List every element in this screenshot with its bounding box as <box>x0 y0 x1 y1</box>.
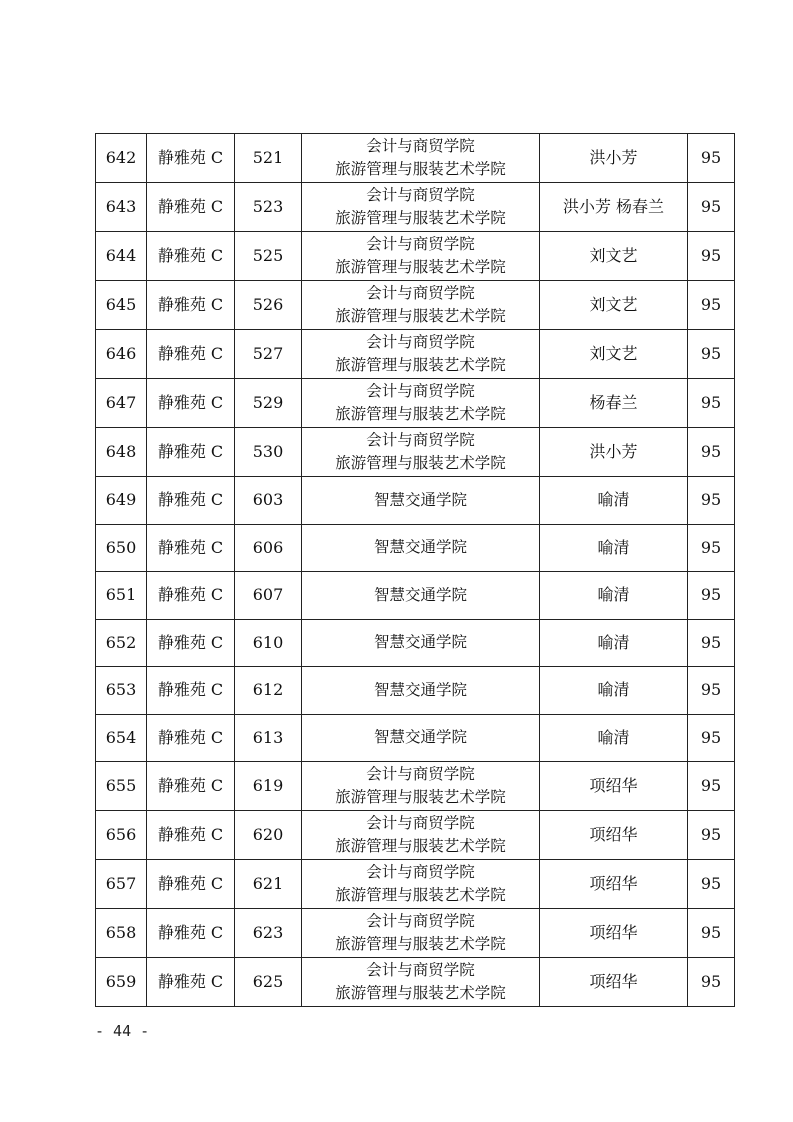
college-name: 旅游管理与服装艺术学院 <box>335 405 506 423</box>
table-row <box>96 762 735 811</box>
score-cell: 95 <box>688 330 735 379</box>
college-name: 旅游管理与服装艺术学院 <box>335 454 506 472</box>
row-number-cell: 655 <box>96 762 147 811</box>
room-number-cell: 623 <box>235 909 302 958</box>
college-cell <box>302 572 540 620</box>
college-cell <box>302 379 540 428</box>
building-cell: 静雅苑 C <box>147 183 235 232</box>
room-number-cell: 606 <box>235 524 302 572</box>
building-cell: 静雅苑 C <box>147 619 235 667</box>
college-cell <box>302 667 540 715</box>
building-cell: 静雅苑 C <box>147 379 235 428</box>
table-row <box>96 232 735 281</box>
college-name: 旅游管理与服装艺术学院 <box>335 935 506 953</box>
college-name: 旅游管理与服装艺术学院 <box>335 160 506 178</box>
dormitory-score-table <box>95 133 735 1007</box>
counselor-cell: 喻清 <box>540 477 688 525</box>
counselor-cell: 喻清 <box>540 524 688 572</box>
table-row <box>96 183 735 232</box>
college-name: 会计与商贸学院 <box>366 431 475 449</box>
college-name: 旅游管理与服装艺术学院 <box>335 984 506 1002</box>
table-row <box>96 619 735 667</box>
row-number-cell: 647 <box>96 379 147 428</box>
score-cell: 95 <box>688 183 735 232</box>
table-row <box>96 667 735 715</box>
score-cell: 95 <box>688 379 735 428</box>
building-cell: 静雅苑 C <box>147 330 235 379</box>
row-number-cell: 652 <box>96 619 147 667</box>
college-cell <box>302 281 540 330</box>
row-number-cell: 643 <box>96 183 147 232</box>
building-cell: 静雅苑 C <box>147 762 235 811</box>
table-row <box>96 134 735 183</box>
college-name: 会计与商贸学院 <box>366 863 475 881</box>
row-number-cell: 646 <box>96 330 147 379</box>
score-cell: 95 <box>688 860 735 909</box>
college-name: 智慧交通学院 <box>373 680 467 699</box>
college-cell <box>302 909 540 958</box>
score-cell: 95 <box>688 811 735 860</box>
college-name: 旅游管理与服装艺术学院 <box>335 258 506 276</box>
building-cell: 静雅苑 C <box>147 909 235 958</box>
table-row <box>96 524 735 572</box>
college-name: 会计与商贸学院 <box>366 912 475 930</box>
room-number-cell: 530 <box>235 428 302 477</box>
counselor-cell: 项绍华 <box>540 811 688 860</box>
college-name: 旅游管理与服装艺术学院 <box>335 209 506 227</box>
row-number-cell: 648 <box>96 428 147 477</box>
room-number-cell: 527 <box>235 330 302 379</box>
room-number-cell: 620 <box>235 811 302 860</box>
building-cell: 静雅苑 C <box>147 572 235 620</box>
room-number-cell: 612 <box>235 667 302 715</box>
college-name: 旅游管理与服装艺术学院 <box>335 837 506 855</box>
score-cell: 95 <box>688 714 735 762</box>
table-row <box>96 379 735 428</box>
college-name: 旅游管理与服装艺术学院 <box>335 307 506 325</box>
college-name: 会计与商贸学院 <box>366 186 475 204</box>
counselor-cell: 喻清 <box>540 667 688 715</box>
college-cell <box>302 714 540 762</box>
score-cell: 95 <box>688 667 735 715</box>
college-name: 会计与商贸学院 <box>366 284 475 302</box>
score-cell: 95 <box>688 477 735 525</box>
room-number-cell: 610 <box>235 619 302 667</box>
table-row <box>96 281 735 330</box>
college-cell <box>302 477 540 525</box>
row-number-cell: 658 <box>96 909 147 958</box>
college-name: 会计与商贸学院 <box>366 235 475 253</box>
room-number-cell: 619 <box>235 762 302 811</box>
score-cell: 95 <box>688 524 735 572</box>
score-cell: 95 <box>688 762 735 811</box>
table-row <box>96 714 735 762</box>
college-cell <box>302 183 540 232</box>
college-cell <box>302 428 540 477</box>
building-cell: 静雅苑 C <box>147 958 235 1007</box>
college-name: 旅游管理与服装艺术学院 <box>335 788 506 806</box>
counselor-cell: 杨春兰 <box>540 379 688 428</box>
row-number-cell: 642 <box>96 134 147 183</box>
college-cell <box>302 619 540 667</box>
page-number: - 44 - <box>95 1022 150 1040</box>
row-number-cell: 645 <box>96 281 147 330</box>
row-number-cell: 649 <box>96 477 147 525</box>
college-cell <box>302 762 540 811</box>
row-number-cell: 659 <box>96 958 147 1007</box>
score-cell: 95 <box>688 958 735 1007</box>
building-cell: 静雅苑 C <box>147 428 235 477</box>
room-number-cell: 603 <box>235 477 302 525</box>
table-row <box>96 477 735 525</box>
row-number-cell: 654 <box>96 714 147 762</box>
score-cell: 95 <box>688 134 735 183</box>
score-cell: 95 <box>688 572 735 620</box>
score-cell: 95 <box>688 232 735 281</box>
row-number-cell: 657 <box>96 860 147 909</box>
counselor-cell: 洪小芳 <box>540 134 688 183</box>
college-name: 会计与商贸学院 <box>366 765 475 783</box>
counselor-cell: 项绍华 <box>540 909 688 958</box>
room-number-cell: 529 <box>235 379 302 428</box>
table-row <box>96 572 735 620</box>
table-row <box>96 909 735 958</box>
college-cell <box>302 860 540 909</box>
row-number-cell: 653 <box>96 667 147 715</box>
college-name: 会计与商贸学院 <box>366 961 475 979</box>
college-name: 会计与商贸学院 <box>366 814 475 832</box>
building-cell: 静雅苑 C <box>147 477 235 525</box>
building-cell: 静雅苑 C <box>147 714 235 762</box>
room-number-cell: 621 <box>235 860 302 909</box>
college-name: 智慧交通学院 <box>373 490 467 509</box>
college-cell <box>302 811 540 860</box>
counselor-cell: 项绍华 <box>540 958 688 1007</box>
counselor-cell: 刘文艺 <box>540 281 688 330</box>
counselor-cell: 刘文艺 <box>540 330 688 379</box>
college-name: 智慧交通学院 <box>373 538 467 557</box>
table-row <box>96 428 735 477</box>
counselor-cell: 项绍华 <box>540 860 688 909</box>
college-name: 智慧交通学院 <box>373 585 467 604</box>
room-number-cell: 607 <box>235 572 302 620</box>
table-row <box>96 811 735 860</box>
college-name: 智慧交通学院 <box>373 728 467 747</box>
building-cell: 静雅苑 C <box>147 524 235 572</box>
building-cell: 静雅苑 C <box>147 860 235 909</box>
counselor-cell: 刘文艺 <box>540 232 688 281</box>
score-cell: 95 <box>688 281 735 330</box>
table-row <box>96 958 735 1007</box>
table-row <box>96 330 735 379</box>
room-number-cell: 523 <box>235 183 302 232</box>
room-number-cell: 613 <box>235 714 302 762</box>
building-cell: 静雅苑 C <box>147 667 235 715</box>
building-cell: 静雅苑 C <box>147 281 235 330</box>
room-number-cell: 625 <box>235 958 302 1007</box>
row-number-cell: 656 <box>96 811 147 860</box>
college-cell <box>302 958 540 1007</box>
college-name: 会计与商贸学院 <box>366 333 475 351</box>
counselor-cell: 喻清 <box>540 714 688 762</box>
counselor-cell: 喻清 <box>540 572 688 620</box>
building-cell: 静雅苑 C <box>147 134 235 183</box>
college-name: 旅游管理与服装艺术学院 <box>335 886 506 904</box>
room-number-cell: 525 <box>235 232 302 281</box>
row-number-cell: 651 <box>96 572 147 620</box>
counselor-cell: 项绍华 <box>540 762 688 811</box>
college-cell <box>302 330 540 379</box>
college-name: 会计与商贸学院 <box>366 137 475 155</box>
score-cell: 95 <box>688 428 735 477</box>
college-cell <box>302 524 540 572</box>
college-cell <box>302 232 540 281</box>
score-cell: 95 <box>688 619 735 667</box>
counselor-cell: 洪小芳 <box>540 428 688 477</box>
row-number-cell: 650 <box>96 524 147 572</box>
room-number-cell: 521 <box>235 134 302 183</box>
row-number-cell: 644 <box>96 232 147 281</box>
table-row <box>96 860 735 909</box>
college-name: 会计与商贸学院 <box>366 382 475 400</box>
counselor-cell: 喻清 <box>540 619 688 667</box>
score-cell: 95 <box>688 909 735 958</box>
college-cell <box>302 134 540 183</box>
room-number-cell: 526 <box>235 281 302 330</box>
college-name: 智慧交通学院 <box>373 633 467 652</box>
building-cell: 静雅苑 C <box>147 811 235 860</box>
college-name: 旅游管理与服装艺术学院 <box>335 356 506 374</box>
counselor-cell: 洪小芳 杨春兰 <box>540 183 688 232</box>
table-body <box>96 134 735 1007</box>
building-cell: 静雅苑 C <box>147 232 235 281</box>
